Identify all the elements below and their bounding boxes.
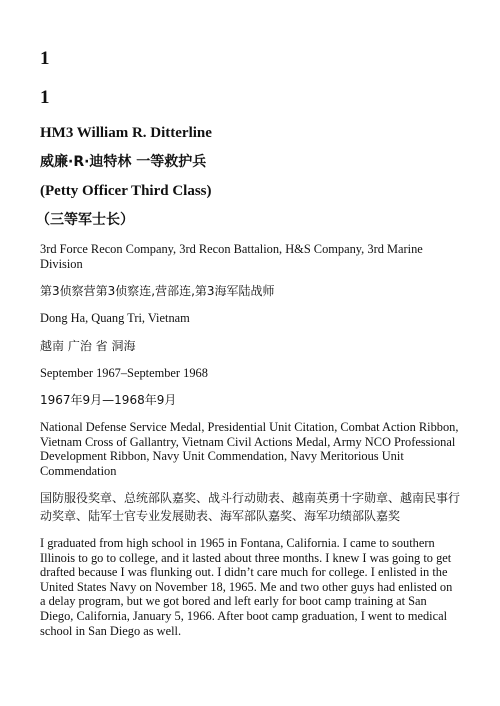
document-page [36, 48, 461, 638]
rank-english: (Petty Officer Third Class) [40, 183, 212, 199]
awards-chinese: 国防服役奖章、总统部队嘉奖、战斗行动勋表、越南英勇十字勋章、越南民事行动奖章、陆军士官专业发展勋表、海军部队嘉奖、海军功绩部队嘉奖 [40, 491, 461, 523]
narrative-paragraph: I graduated from high school in 1965 in Fontana, California. I came to southern Illinois to go to college, and it lasted about three months. I knew I was going to get drafted because I was flunking out. I didn’t care much for college. I enlisted in the United States Navy on November 18, 1965. Me and two other guys had enlisted on a delay program, but we got bored and left early for boot camp training at San Diego, California, January 5, 1966. After boot camp graduation, I went to medical school in San Diego as well. [40, 536, 453, 638]
location-chinese: 越南 广治 省 洞海 [40, 338, 136, 353]
unit-english: 3rd Force Recon Company, 3rd Recon Battalion, H&S Company, 3rd Marine Division [40, 242, 423, 271]
page-number: 1 [40, 48, 50, 69]
service-dates-english: September 1967–September 1968 [40, 365, 208, 380]
veteran-name-english: HM3 William R. Ditterline [40, 125, 212, 141]
entry-number: 1 [40, 87, 50, 108]
service-dates-chinese: 1967年9月—1968年9月 [40, 393, 177, 407]
veteran-name-chinese: 威廉·R·迪特林 一等救护兵 [40, 154, 207, 170]
rank-chinese: （三等军士长） [36, 212, 134, 228]
unit-chinese: 第3侦察营第3侦察连,营部连,第3海军陆战师 [40, 284, 275, 298]
awards-english: National Defense Service Medal, Presidential Unit Citation, Combat Action Ribbon, Vietnam Cross of Gallantry, Vietnam Civil Actions Medal, Army NCO Professional Development Ribbon, Navy Unit Commendation, Navy Meritorious Unit Commendation [40, 420, 459, 478]
location-english: Dong Ha, Quang Tri, Vietnam [40, 311, 190, 325]
